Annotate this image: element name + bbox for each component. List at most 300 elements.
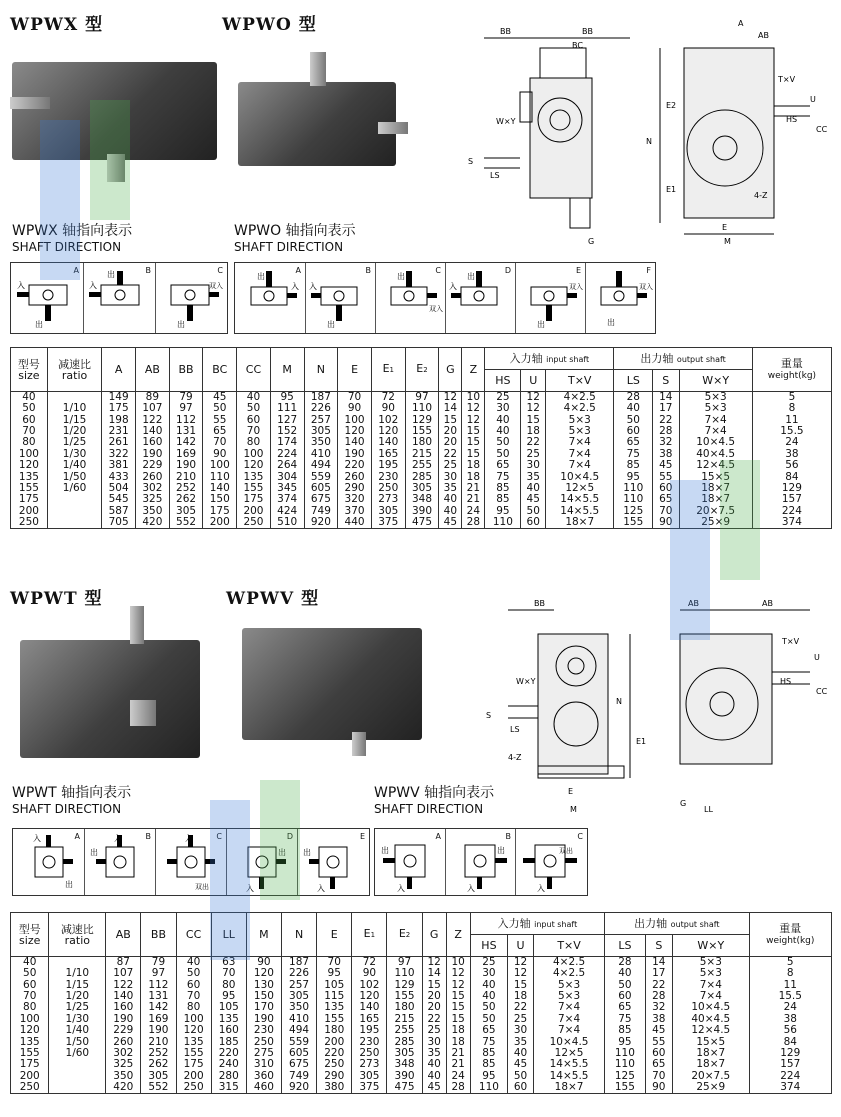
table-cell: 226 — [282, 968, 317, 979]
table-cell: 18 — [508, 991, 534, 1002]
svg-text:T×V: T×V — [782, 637, 800, 646]
svg-text:双入: 双入 — [209, 282, 223, 290]
table-cell: 165 — [371, 449, 405, 460]
table-cell: 75 — [605, 1014, 645, 1025]
svg-text:出: 出 — [177, 320, 185, 329]
table-cell: 230 — [352, 1036, 387, 1047]
svg-text:双入: 双入 — [639, 283, 653, 291]
table-cell: 120 — [11, 1025, 49, 1036]
shaft-direction-diagrams-wpwt — [12, 828, 370, 896]
table-cell: 100 — [237, 449, 271, 460]
col-weight: 重量 weight(kg) — [749, 913, 831, 957]
table-cell: 12 — [462, 414, 485, 425]
table-cell: 157 — [752, 494, 831, 505]
svg-text:T×V: T×V — [778, 75, 796, 84]
table-cell: 7×4 — [546, 437, 614, 448]
shaft-direction-title-wpwo: WPWO 轴指向表示 — [234, 223, 356, 239]
table-cell: 157 — [749, 1059, 831, 1070]
table-cell: 135 — [11, 1036, 49, 1047]
svg-text:N: N — [616, 697, 622, 706]
direction-cell-b: B 入 出 — [83, 263, 156, 333]
table-cell: 80 — [211, 979, 246, 990]
gearbox-schematic-icon — [445, 829, 515, 895]
table-cell: 210 — [141, 1036, 176, 1047]
table-cell: 175 — [237, 494, 271, 505]
table-cell: 18×7 — [673, 1048, 749, 1059]
table-cell: 304 — [270, 471, 304, 482]
product-photo-wpwv — [242, 628, 422, 740]
table-cell: 433 — [102, 471, 136, 482]
table-cell: 11 — [752, 414, 831, 425]
table-cell: 155 — [614, 517, 653, 529]
table-cell: 65 — [653, 494, 679, 505]
table-cell: 8 — [749, 968, 831, 979]
table-cell: 25×9 — [673, 1082, 749, 1094]
table-cell: 35 — [508, 1036, 534, 1047]
table-cell: 142 — [141, 1002, 176, 1013]
table-cell: 257 — [282, 979, 317, 990]
table-cell: 110 — [605, 1059, 645, 1070]
table-cell: 70 — [11, 426, 48, 437]
ratio-cell: 1/10 — [49, 968, 106, 979]
table-cell: 60 — [237, 414, 271, 425]
table-cell: 4×2.5 — [546, 403, 614, 414]
table-cell: 155 — [387, 991, 422, 1002]
table-cell: 85 — [470, 1059, 508, 1070]
svg-text:W×Y: W×Y — [496, 117, 516, 126]
table-cell: 155 — [11, 1048, 49, 1059]
svg-text:HS: HS — [780, 677, 792, 686]
table-cell: 120 — [237, 460, 271, 471]
table-cell: 180 — [317, 1025, 352, 1036]
table-cell: 129 — [752, 483, 831, 494]
table-cell: 25 — [439, 460, 462, 471]
ratio-cell: 1/40 — [47, 460, 101, 471]
table-cell: 105 — [211, 1002, 246, 1013]
table-cell: 195 — [371, 460, 405, 471]
gearbox-schematic-icon — [305, 263, 375, 333]
table-cell: 160 — [211, 1025, 246, 1036]
table-cell: 95 — [605, 1036, 645, 1047]
table-cell: 129 — [749, 1048, 831, 1059]
table-cell: 229 — [136, 460, 170, 471]
gearbox-schematic-icon — [375, 263, 445, 333]
table-cell: 250 — [237, 517, 271, 529]
table-cell: 24 — [749, 1002, 831, 1013]
model-title-wpwv: WPWV 型 — [226, 589, 320, 609]
table-cell: 302 — [136, 483, 170, 494]
ratio-cell: 1/50 — [47, 471, 101, 482]
table-cell: 15 — [446, 1002, 470, 1013]
table-cell: 35 — [521, 471, 546, 482]
table-cell: 12 — [508, 957, 534, 969]
table-cell: 40 — [237, 392, 271, 404]
table-cell: 30 — [521, 460, 546, 471]
table-cell: 110 — [614, 494, 653, 505]
svg-text:LS: LS — [510, 725, 520, 734]
direction-cell-e: E 出 双入 — [515, 263, 586, 333]
table-cell: 120 — [352, 991, 387, 1002]
svg-text:AB: AB — [762, 599, 773, 608]
table-cell: 22 — [439, 449, 462, 460]
table-cell: 35 — [439, 483, 462, 494]
table-cell: 504 — [102, 483, 136, 494]
table-cell: 390 — [405, 506, 439, 517]
svg-text:入: 入 — [537, 884, 545, 893]
table-cell: 8 — [752, 403, 831, 414]
table-cell: 305 — [282, 991, 317, 1002]
table-cell: 45 — [422, 1082, 446, 1094]
table-cell: 380 — [317, 1082, 352, 1094]
table-cell: 22 — [653, 414, 679, 425]
table-cell: 20×7.5 — [679, 506, 752, 517]
svg-text:U: U — [810, 95, 816, 104]
table-cell: 45 — [508, 1059, 534, 1070]
table-cell: 60 — [11, 979, 49, 990]
table-cell: 4×2.5 — [546, 392, 614, 404]
table-cell: 100 — [11, 1014, 49, 1025]
table-cell: 95 — [317, 968, 352, 979]
table-cell: 20 — [439, 437, 462, 448]
table-cell: 110 — [203, 471, 237, 482]
col-size: 型号 size — [11, 913, 49, 957]
table-cell: 17 — [645, 968, 673, 979]
table-cell: 374 — [749, 1082, 831, 1094]
table-cell: 80 — [176, 1002, 211, 1013]
table-cell: 320 — [338, 494, 372, 505]
table-cell: 90 — [371, 403, 405, 414]
table-cell: 7×4 — [546, 460, 614, 471]
ratio-cell: 1/25 — [47, 437, 101, 448]
svg-text:入: 入 — [397, 884, 405, 893]
table-cell: 87 — [106, 957, 141, 969]
table-cell: 80 — [237, 437, 271, 448]
table-cell: 55 — [653, 471, 679, 482]
table-cell: 155 — [176, 1048, 211, 1059]
table-cell: 5×3 — [679, 403, 752, 414]
table-cell: 174 — [270, 437, 304, 448]
table-cell: 14×5.5 — [546, 506, 614, 517]
table-cell: 45 — [645, 1025, 673, 1036]
gearbox-schematic-icon — [515, 829, 587, 895]
table-cell: 40 — [422, 1071, 446, 1082]
table-cell: 45 — [439, 517, 462, 529]
table-cell: 120 — [176, 1025, 211, 1036]
table-cell: 410 — [282, 1014, 317, 1025]
table-cell: 5×3 — [673, 957, 749, 969]
table-cell: 97 — [387, 957, 422, 969]
table-cell: 390 — [387, 1071, 422, 1082]
table-cell: 60 — [645, 1048, 673, 1059]
table-cell: 85 — [614, 460, 653, 471]
table-cell: 95 — [485, 506, 521, 517]
table-cell: 15×5 — [679, 471, 752, 482]
table-cell: 305 — [141, 1071, 176, 1082]
svg-text:U: U — [814, 653, 820, 662]
table-cell: 15 — [462, 449, 485, 460]
table-cell: 675 — [304, 494, 338, 505]
table-cell: 305 — [304, 426, 338, 437]
dimension-drawing-wpwx — [460, 8, 835, 248]
direction-cell-e: E 入 出 — [297, 829, 369, 895]
table-cell: 15.5 — [752, 426, 831, 437]
table-cell: 310 — [246, 1059, 281, 1070]
svg-text:BB: BB — [582, 27, 593, 36]
table-cell: 5×3 — [546, 414, 614, 425]
table-cell: 56 — [749, 1025, 831, 1036]
svg-text:出: 出 — [257, 272, 265, 281]
table-cell: 195 — [352, 1025, 387, 1036]
svg-text:入: 入 — [467, 884, 475, 893]
table-cell: 200 — [237, 506, 271, 517]
table-cell: 190 — [246, 1014, 281, 1025]
table-cell: 149 — [102, 392, 136, 404]
table-cell: 50 — [521, 506, 546, 517]
table-row — [11, 403, 832, 414]
table-cell: 200 — [11, 1071, 49, 1082]
table-cell: 110 — [485, 517, 521, 529]
table-cell: 12×5 — [533, 1048, 604, 1059]
output-shaft-header: 出力轴 output shaft — [605, 913, 749, 935]
table-cell: 25 — [485, 392, 521, 404]
table-cell: 325 — [136, 494, 170, 505]
table-cell: 14 — [653, 392, 679, 404]
table-cell: 65 — [614, 437, 653, 448]
table-cell: 25 — [521, 449, 546, 460]
table-cell: 80 — [11, 437, 48, 448]
table-cell: 185 — [211, 1036, 246, 1047]
ratio-cell: 1/10 — [47, 403, 101, 414]
table-cell: 559 — [282, 1036, 317, 1047]
table-cell: 325 — [106, 1059, 141, 1070]
table-cell: 110 — [605, 1048, 645, 1059]
table-cell: 224 — [749, 1071, 831, 1082]
table-cell: 231 — [102, 426, 136, 437]
ratio-cell: 1/20 — [47, 426, 101, 437]
table-row — [11, 494, 832, 505]
table-cell: 90 — [645, 1082, 673, 1094]
table-cell: 110 — [387, 968, 422, 979]
table-cell: 374 — [270, 494, 304, 505]
table-cell: 15 — [508, 979, 534, 990]
table-cell: 18 — [446, 1036, 470, 1047]
table-cell: 5×3 — [533, 979, 604, 990]
input-shaft-header: 入力轴 input shaft — [470, 913, 605, 935]
table-cell: 273 — [352, 1059, 387, 1070]
table-cell: 374 — [752, 517, 831, 529]
table-cell: 262 — [169, 494, 203, 505]
table-cell: 264 — [270, 460, 304, 471]
table-cell: 345 — [270, 483, 304, 494]
table-cell: 110 — [614, 483, 653, 494]
table-cell: 21 — [462, 483, 485, 494]
table-cell: 169 — [141, 1014, 176, 1025]
table-cell: 305 — [387, 1048, 422, 1059]
table-cell: 5×3 — [546, 426, 614, 437]
table-cell: 40 — [11, 957, 49, 969]
table-cell: 84 — [749, 1036, 831, 1047]
table-cell: 79 — [141, 957, 176, 969]
table-cell: 175 — [102, 403, 136, 414]
ratio-cell — [47, 506, 101, 517]
svg-text:双出: 双出 — [559, 847, 573, 855]
table-cell: 35 — [422, 1048, 446, 1059]
table-cell: 160 — [136, 437, 170, 448]
direction-cell-d: D 出 入 — [445, 263, 516, 333]
table-cell: 50 — [11, 968, 49, 979]
ratio-cell — [47, 494, 101, 505]
table-cell: 285 — [387, 1036, 422, 1047]
table-cell: 135 — [211, 1014, 246, 1025]
table-cell: 97 — [169, 403, 203, 414]
table-cell: 21 — [462, 494, 485, 505]
input-shaft-header: 入力轴 input shaft — [485, 348, 614, 370]
table-cell: 605 — [304, 483, 338, 494]
table-cell: 350 — [106, 1071, 141, 1082]
table-cell: 15 — [446, 1014, 470, 1025]
table-cell: 140 — [136, 426, 170, 437]
svg-text:入: 入 — [17, 281, 25, 290]
table-cell: 12 — [422, 957, 446, 969]
table-cell: 559 — [304, 471, 338, 482]
table-cell: 15 — [462, 426, 485, 437]
svg-text:E1: E1 — [636, 737, 647, 746]
table-cell: 40 — [508, 1048, 534, 1059]
table-cell: 240 — [211, 1059, 246, 1070]
svg-text:CC: CC — [816, 125, 828, 134]
table-cell: 200 — [317, 1036, 352, 1047]
table-cell: 50 — [237, 403, 271, 414]
gearbox-schematic-icon — [11, 263, 83, 333]
table-cell: 14 — [422, 968, 446, 979]
svg-text:入: 入 — [449, 282, 457, 291]
table-cell: 40 — [11, 392, 48, 404]
table-cell: 10×4.5 — [533, 1036, 604, 1047]
table-cell: 220 — [211, 1048, 246, 1059]
table-cell: 90 — [203, 449, 237, 460]
table-cell: 30 — [439, 471, 462, 482]
table-cell: 250 — [246, 1036, 281, 1047]
svg-text:出: 出 — [327, 320, 335, 329]
gearbox-schematic-icon — [585, 263, 655, 333]
table-cell: 70 — [203, 437, 237, 448]
svg-text:AB: AB — [688, 599, 699, 608]
svg-text:E: E — [722, 223, 728, 232]
table-cell: 15.5 — [749, 991, 831, 1002]
table-cell: 302 — [106, 1048, 141, 1059]
table-cell: 131 — [141, 991, 176, 1002]
table-cell: 5×3 — [533, 991, 604, 1002]
table-cell: 229 — [106, 1025, 141, 1036]
table-cell: 65 — [203, 426, 237, 437]
svg-text:M: M — [724, 237, 731, 246]
table-cell: 7×4 — [679, 426, 752, 437]
table-cell: 12 — [446, 968, 470, 979]
table-cell: 100 — [11, 449, 48, 460]
svg-text:出: 出 — [65, 880, 73, 889]
table-cell: 60 — [614, 426, 653, 437]
table-cell: 552 — [141, 1082, 176, 1094]
gearbox-schematic-icon — [84, 829, 155, 895]
table-cell: 21 — [446, 1059, 470, 1070]
table-cell: 10×4.5 — [546, 471, 614, 482]
col-size: 型号 size — [11, 348, 48, 392]
col-ratio: 减速比 ratio — [49, 913, 106, 957]
table-cell: 60 — [521, 517, 546, 529]
table-cell: 261 — [102, 437, 136, 448]
ratio-cell: 1/25 — [49, 1002, 106, 1013]
table-cell: 50 — [203, 403, 237, 414]
direction-cell-c: C 出 双入 — [375, 263, 446, 333]
table-cell: 21 — [446, 1048, 470, 1059]
table-cell: 140 — [106, 991, 141, 1002]
table-cell: 12 — [462, 403, 485, 414]
gearbox-schematic-icon — [155, 829, 226, 895]
ratio-cell: 1/50 — [49, 1036, 106, 1047]
svg-text:入: 入 — [309, 282, 317, 291]
direction-cell-a: A 入 出 — [13, 829, 85, 895]
table-cell: 187 — [282, 957, 317, 969]
shaft-direction-diagrams-wpwv — [374, 828, 588, 896]
table-cell: 494 — [282, 1025, 317, 1036]
table-cell: 7×4 — [533, 1025, 604, 1036]
table-cell: 18×7 — [679, 494, 752, 505]
svg-text:LL: LL — [704, 805, 713, 814]
table-cell: 15 — [439, 414, 462, 425]
ratio-cell — [49, 1071, 106, 1082]
table-cell: 260 — [136, 471, 170, 482]
table-cell: 30 — [470, 968, 508, 979]
table-cell: 30 — [508, 1025, 534, 1036]
table-cell: 200 — [203, 517, 237, 529]
table-cell: 220 — [317, 1048, 352, 1059]
table-cell: 7×4 — [679, 414, 752, 425]
table-cell: 40 — [439, 494, 462, 505]
table-cell: 70 — [11, 991, 49, 1002]
model-title-wpwx: WPWX 型 — [10, 15, 104, 35]
table-cell: 155 — [605, 1082, 645, 1094]
table-cell: 226 — [304, 403, 338, 414]
shaft-direction-title-wpwv: WPWV 轴指向表示 — [374, 785, 495, 801]
spec-table-wpwt-wpwv: 型号 size 减速比 ratio AB BB CC LL M N E E1 E2 G Z 入力轴 input shaft 出力轴 output shaft 重量 weight(kg) HS U T×V LS S W×Y 40 87 79 40 63 90 187 70 72 97 12 10 25 12 4×2.5 28 14 5×3 5 50 1/10 107 97 50 70 120 226 95 90 110 14 12 30 12 4×2.5 40 17 5×3 8 60 1/15 122 112 60 80 130 257 105 102 129 15 12 40 15 5×3 50 22 7×4 11 70 1/20 140 131 70 95 150 305 115 120 155 20 15 40 18 5×3 60 28 7×4 15.5 80 1/25 160 142 80 105 170 350 135 140 180 20 15 50 22 7×4 65 32 10×4.5 24 100 1/30 190 169 100 135 190 410 155 165 215 22 15 50 25 7×4 75 38 40×4.5 38 120 1/40 229 190 120 160 230 494 180 195 255 25 18 65 30 7×4 85 45 12×4.5 56 135 1/50 260 210 135 185 250 559 200 230 285 30 18 75 35 10×4.5 95 55 15×5 84 155 1/60 302 252 155 220 275 605 220 250 305 35 21 85 40 12×5 110 60 18×7 129 175 325 262 175 240 310 675 250 273 348 40 21 85 45 14×5.5 110 65 18×7 157 200 350 305 200 280 360 749 290 305 390 40 24 95 50 14×5.5 125 70 20×7.5 224 250 420 552 250 315 460 920 380 375 475 45 28 110 60 18×7 155 90 25×9 374 — [10, 912, 832, 1094]
table-cell: 135 — [317, 1002, 352, 1013]
table-row — [11, 1025, 832, 1036]
table-cell: 127 — [270, 414, 304, 425]
svg-text:入: 入 — [33, 834, 41, 843]
svg-text:E2: E2 — [666, 101, 677, 110]
table-cell: 24 — [446, 1071, 470, 1082]
table-cell: 135 — [176, 1036, 211, 1047]
product-photo-wpwo — [238, 82, 396, 166]
table-cell: 252 — [169, 483, 203, 494]
table-cell: 5 — [749, 957, 831, 969]
table-cell: 175 — [11, 494, 48, 505]
table-cell: 275 — [246, 1048, 281, 1059]
direction-cell-d: D 入 出 — [226, 829, 298, 895]
table-cell: 22 — [508, 1002, 534, 1013]
table-cell: 65 — [485, 460, 521, 471]
table-cell: 230 — [371, 471, 405, 482]
table-cell: 14 — [439, 403, 462, 414]
gearbox-schematic-icon — [445, 263, 515, 333]
table-cell: 255 — [405, 460, 439, 471]
table-cell: 215 — [405, 449, 439, 460]
table-cell: 155 — [237, 483, 271, 494]
table-cell: 545 — [102, 494, 136, 505]
table-cell: 305 — [371, 506, 405, 517]
shaft-direction-diagrams-wpwx — [10, 262, 228, 334]
table-cell: 30 — [422, 1036, 446, 1047]
